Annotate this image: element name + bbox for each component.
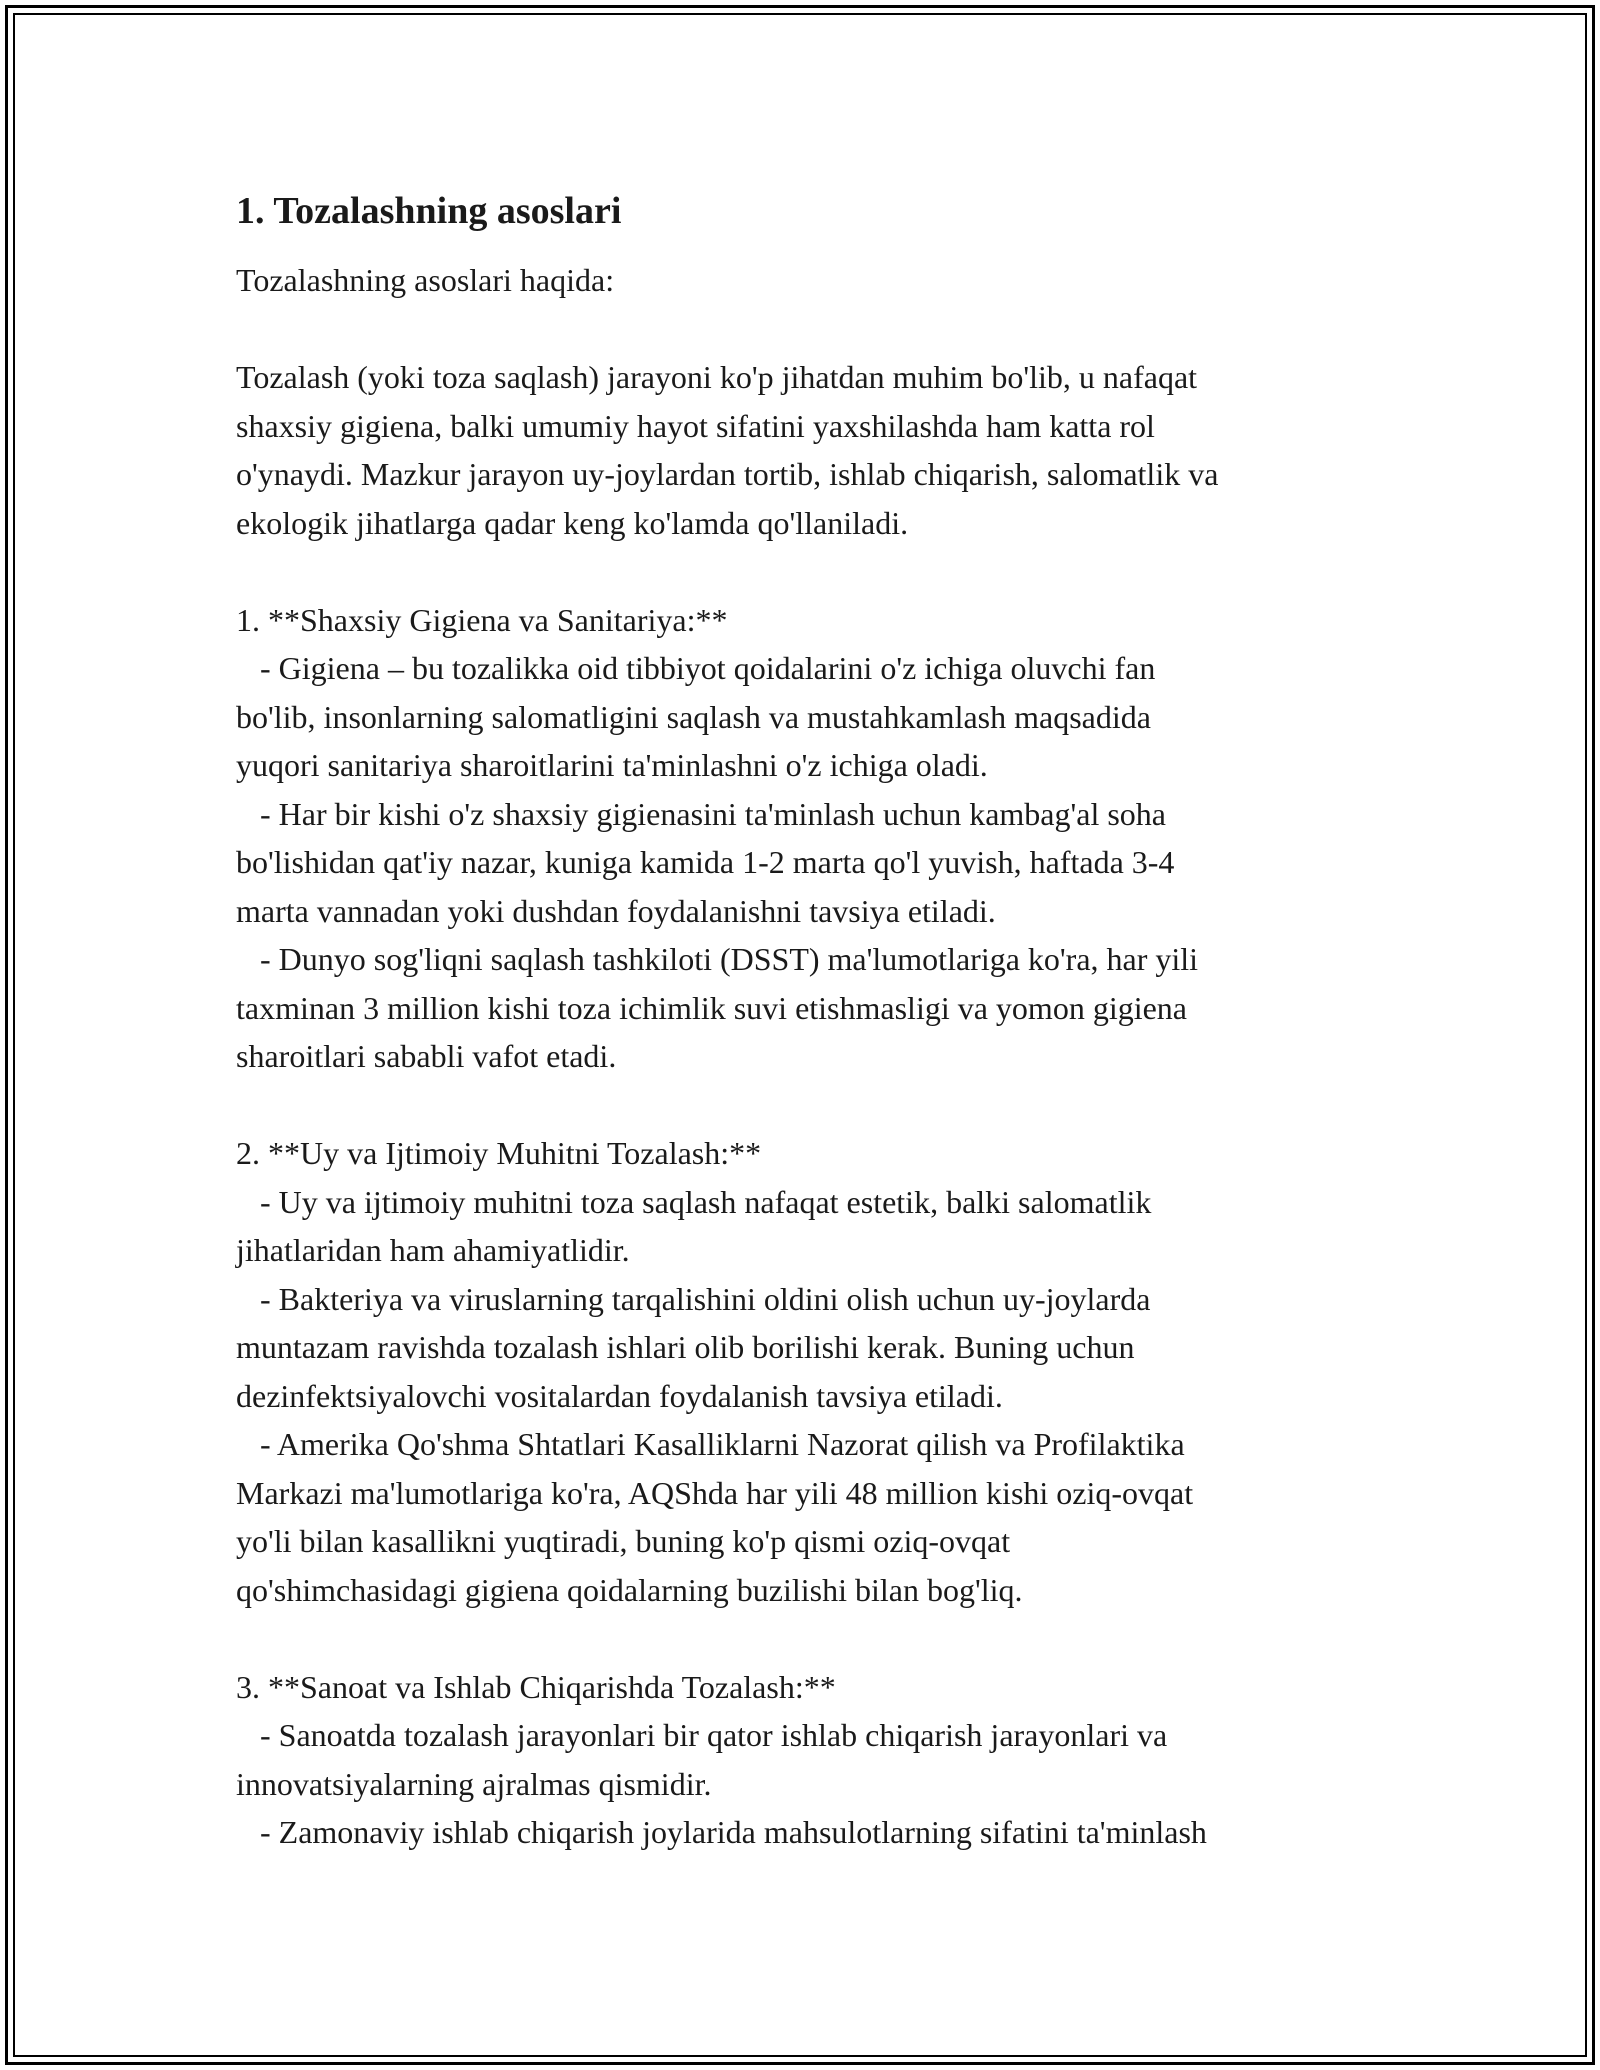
body-text: Tozalash (yoki toza saqlash) jarayoni ko'p jihatdan muhim bo'lib, u nafaqat shaxsiy gigiena, balki umumiy hayot sifatini yaxshilashda ham katta rol o'ynaydi. Mazkur jarayon uy-joylardan tortib, ishlab chiqarish, salomatlik va ekologik jihatlarga qadar keng ko'lamda qo'llaniladi. 1. **Shaxsiy Gigiena va Sanitariya:** - Gigiena – bu tozalikka oid tibbiyot qoidalarini o'z ichiga oluvchi fan bo'lib, insonlarning salomatligini saqlash va mustahkamlash maqsadida yuqori sanitariya sharoitlarini ta'minlashni o'z ichiga oladi. - Har bir kishi o'z shaxsiy gigienasini ta'minlash uchun kambag'al soha bo'lishidan qat'iy nazar, kuniga kamida 1-2 marta qo'l yuvish, haftada 3-4 marta vannadan yoki dushdan foydalanishni tavsiya etiladi. - Dunyo sog'liqni saqlash tashkiloti (DSST) ma'lumotlariga ko'ra, har yili taxminan 3 million kishi toza ichimlik suvi etishmasligi va yomon gigiena sharoitlari sababli vafot etadi. 2. **Uy va Ijtimoiy Muhitni Tozalash:** - Uy va ijtimoiy muhitni toza saqlash nafaqat estetik, balki salomatlik jihatlaridan ham ahamiyatlidir. - Bakteriya va viruslarning tarqalishini oldini olish uchun uy-joylarda muntazam ravishda tozalash ishlari olib borilishi kerak. Buning uchun dezinfektsiyalovchi vositalardan foydalanish tavsiya etiladi. - Amerika Qo'shma Shtatlari Kasalliklarni Nazorat qilish va Profilaktika Markazi ma'lumotlariga ko'ra, AQShda har yili 48 million kishi oziq-ovqat yo'li bilan kasallikni yuqtiradi, buning ko'p qismi oziq-ovqat qo'shimchasidagi gigiena qoidalarning buzilishi bilan bog'liq. 3. **Sanoat va Ishlab Chiqarishda Tozalash:** - Sanoatda tozalash jarayonlari bir qator ishlab chiqarish jarayonlari va innovatsiyalarning ajralmas qismidir. - Zamonaviy ishlab chiqarish joylarida mahsulotlarning sifatini ta'minlash [236, 359, 1219, 1850]
intro-line: Tozalashning asoslari haqida: [236, 262, 615, 298]
section-heading: 1. Tozalashning asoslari [236, 190, 622, 232]
document-content [236, 186, 1396, 1857]
